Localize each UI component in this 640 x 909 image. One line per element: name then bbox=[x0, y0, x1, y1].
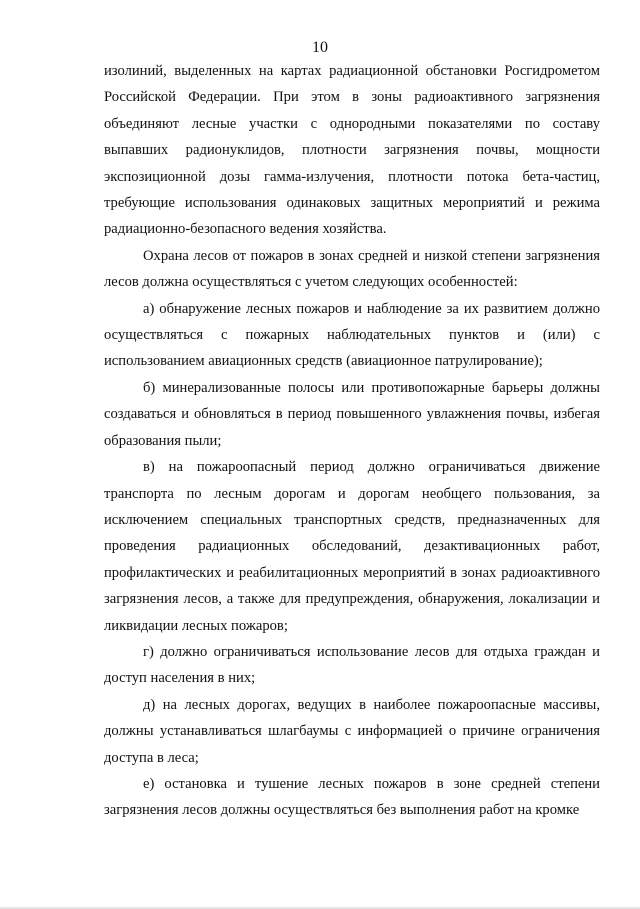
paragraph-continuation: изолиний, выделенных на картах радиационной обстановки Росгидрометом Российской Федерации. При этом в зоны радиоактивного загрязнения объединяют лесные участки с однородными показателями по составу выпавших радионуклидов, плотности загрязнения почвы, мощности экспозиционной дозы гамма-излучения, плотности потока бета-частиц, требующие использования одинаковых защитных мероприятий и режима радиационно-безопасного ведения хозяйства. bbox=[104, 63, 600, 238]
list-item-a: а) обнаружение лесных пожаров и наблюдение за их развитием должно осуществляться с пожарных наблюдательных пунктов и (или) с использованием авиационных средств (авиационное патрулирование); bbox=[104, 300, 600, 370]
document-body bbox=[104, 58, 600, 824]
list-item-d: д) на лесных дорогах, ведущих в наиболее пожароопасные массивы, должны устанавливаться шлагбаумы с информацией о причине ограничения доступа в леса; bbox=[104, 696, 600, 766]
paragraph-fire-protection-intro: Охрана лесов от пожаров в зонах средней и низкой степени загрязнения лесов должна осуществляться с учетом следующих особенностей: bbox=[104, 247, 600, 291]
list-item-g: г) должно ограничиваться использование лесов для отдыха граждан и доступ населения в них; bbox=[104, 643, 600, 687]
list-item-b: б) минерализованные полосы или противопожарные барьеры должны создаваться и обновляться в период повышенного увлажнения почвы, избегая образования пыли; bbox=[104, 379, 600, 449]
page-number: 10 bbox=[312, 39, 328, 56]
list-item-v: в) на пожароопасный период должно ограничиваться движение транспорта по лесным дорогам и дорогам необщего пользования, за исключением специальных транспортных средств, предназначенных для проведения радиационных обследований, дезактивационных работ, профилактических и реабилитационных мероприятий в зонах радиоактивного загрязнения лесов, а также для предупреждения, обнаружения, локализации и ликвидации лесных пожаров; bbox=[104, 459, 600, 634]
list-item-e: е) остановка и тушение лесных пожаров в зоне средней степени загрязнения лесов должны осуществляться без выполнения работ на кромке bbox=[104, 775, 600, 819]
